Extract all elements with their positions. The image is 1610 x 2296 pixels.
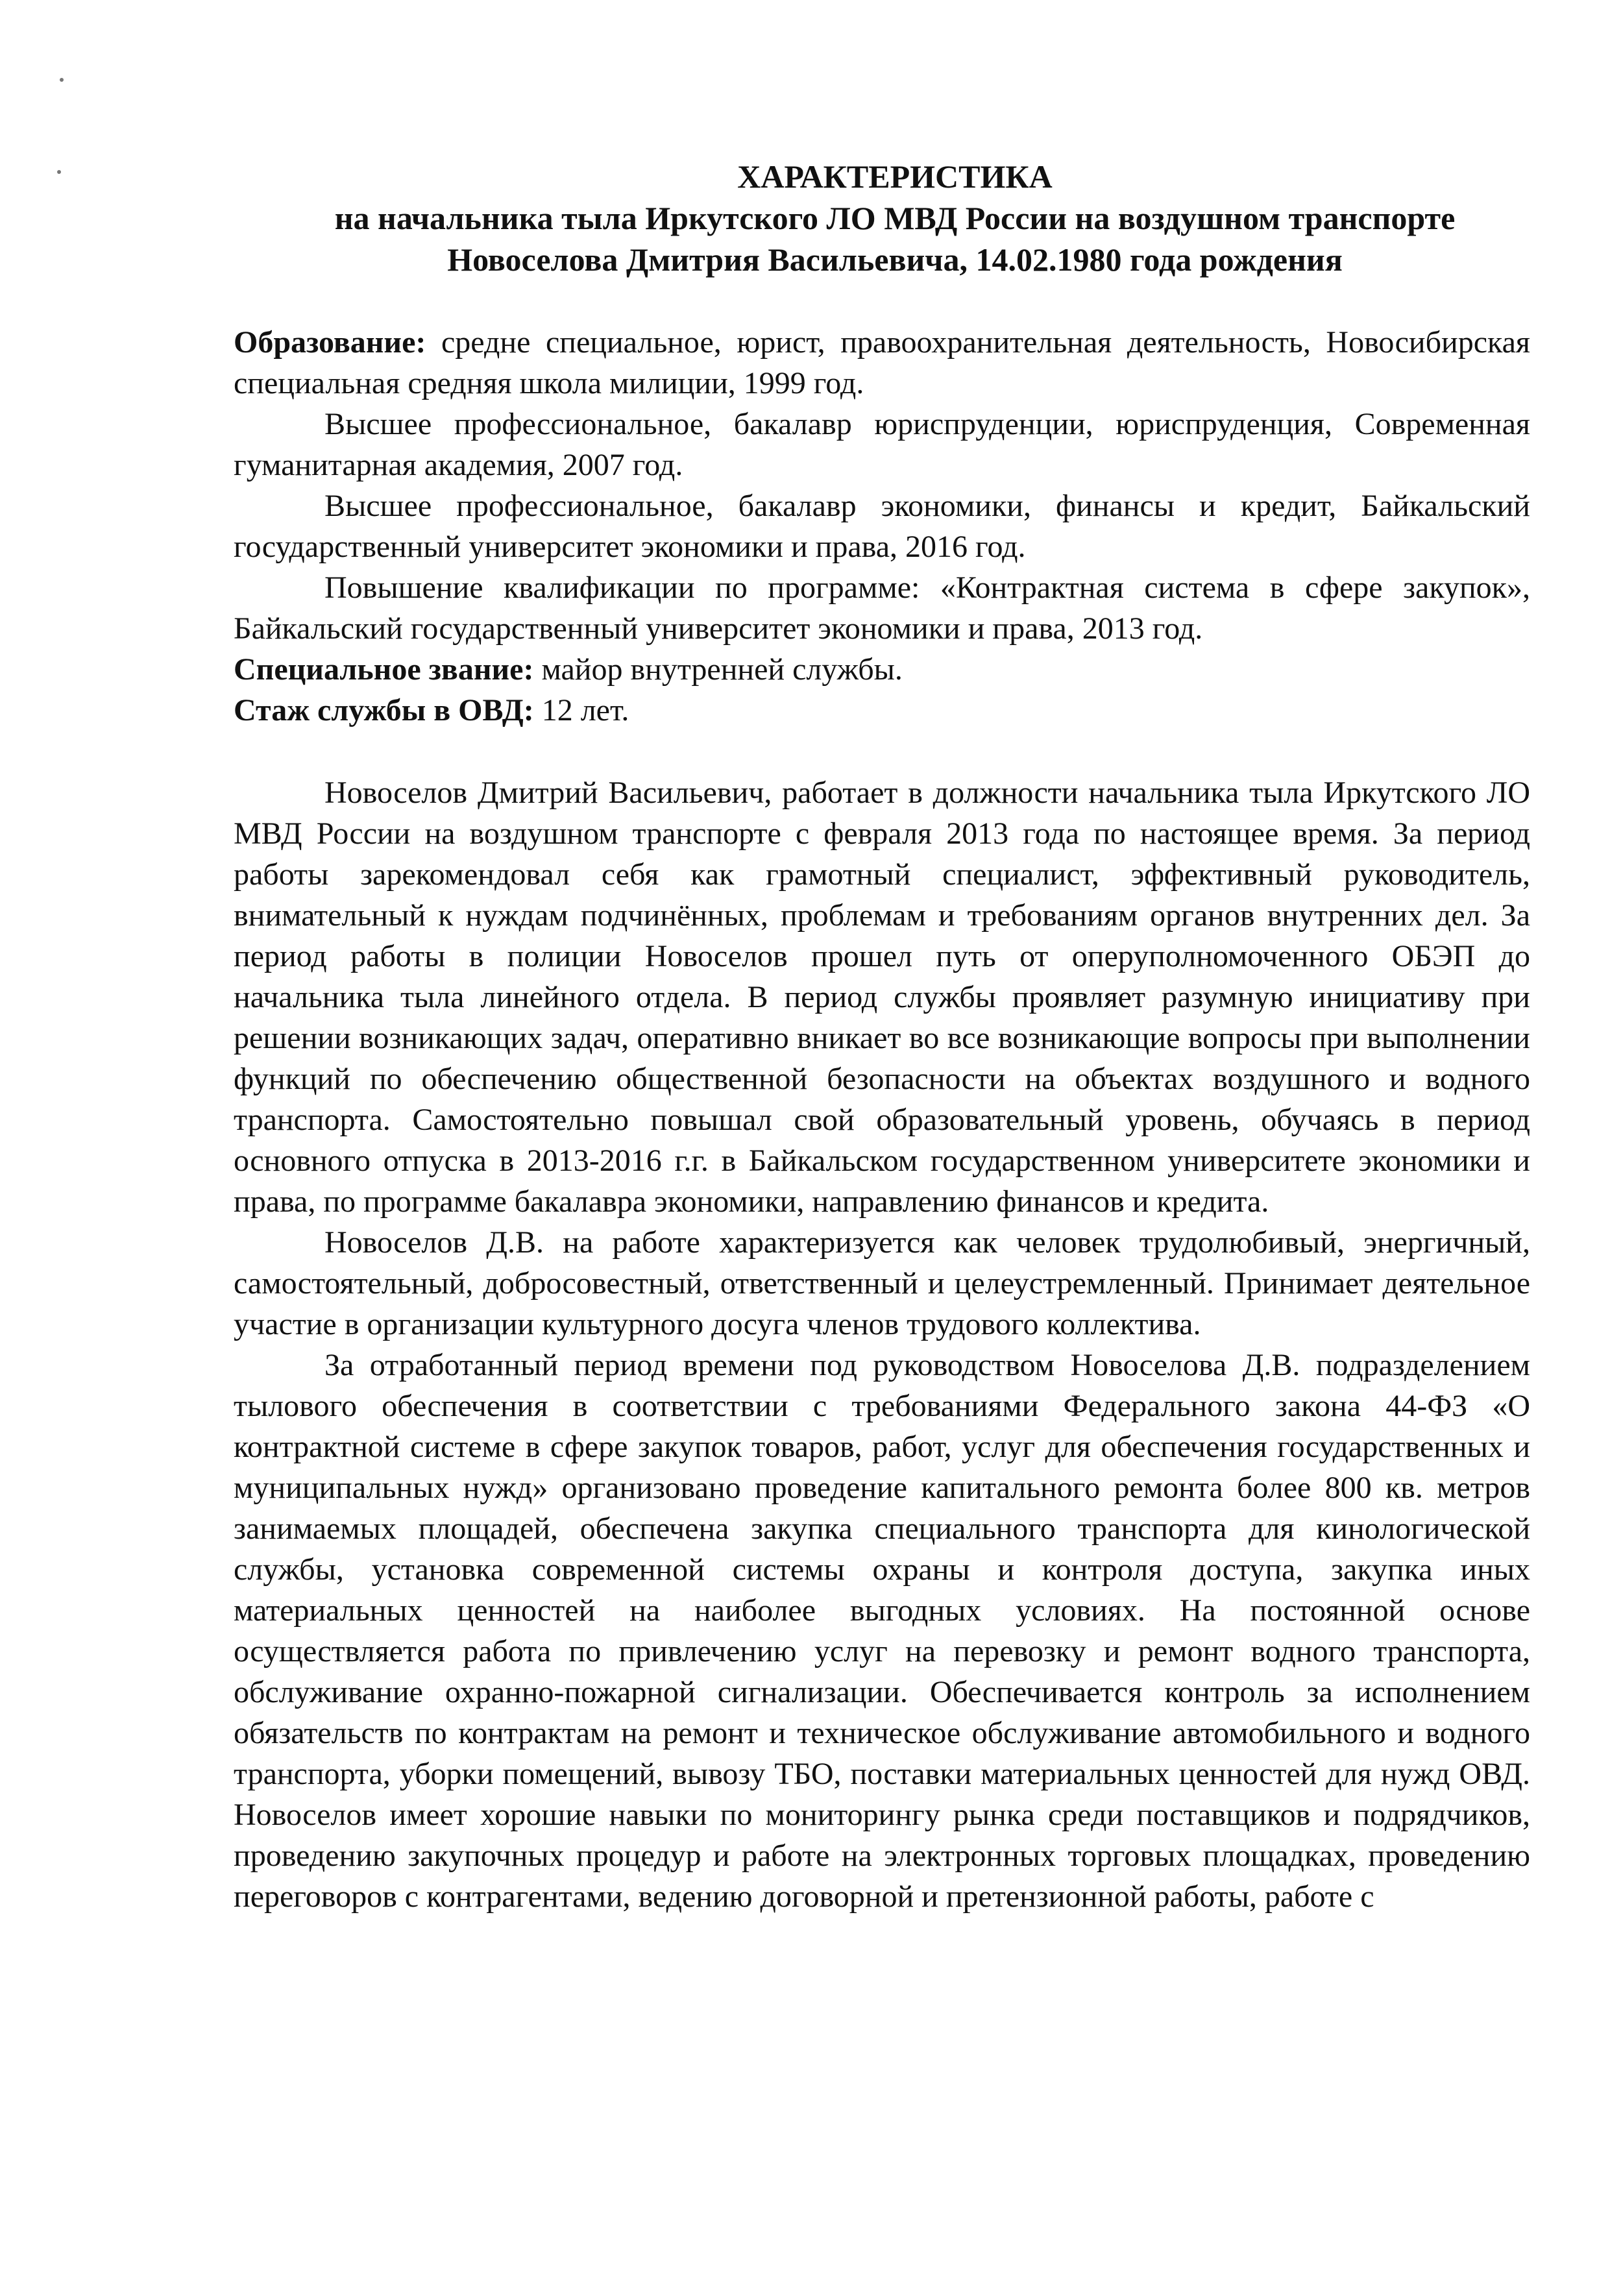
- document-content: [234, 156, 1530, 1917]
- education-item: Высшее профессиональное, бакалавр экономики, финансы и кредит, Байкальский государственный университет экономики и права, 2016 год.: [234, 489, 1530, 564]
- education-text: средне специальное, юрист, правоохранительная деятельность, Новосибирская специальная средняя школа милиции, 1999 год.: [234, 325, 1531, 400]
- document-subtitle-line1: на начальника тыла Иркутского ЛО МВД России на воздушном транспорте: [334, 200, 1456, 236]
- scan-speck: [57, 170, 61, 174]
- document-title: ХАРАКТЕРИСТИКА: [737, 158, 1053, 195]
- spacer: [234, 280, 1530, 322]
- rank-line: [234, 649, 1530, 690]
- rank-value: майор внутренней службы.: [541, 652, 903, 687]
- scan-speck: [60, 78, 64, 82]
- service-line: [234, 690, 1530, 731]
- education-item: Повышение квалификации по программе: «Контрактная система в сфере закупок», Байкальский государственный университет экономики и права, 2013 год.: [234, 570, 1530, 646]
- service-label: Стаж службы в ОВД:: [234, 693, 534, 727]
- service-value: 12 лет.: [541, 693, 629, 727]
- education-item: Высшее профессиональное, бакалавр юриспруденции, юриспруденция, Современная гуманитарная академия, 2007 год.: [234, 407, 1530, 482]
- education-item: [234, 322, 1530, 404]
- spacer: [234, 731, 1530, 772]
- document-subtitle-line2: Новоселова Дмитрия Васильевича, 14.02.1980 года рождения: [447, 241, 1343, 278]
- body-paragraph: За отработанный период времени под руководством Новоселова Д.В. подразделением тылового обеспечения в соответствии с требованиями Федерального закона 44-ФЗ «О контрактной системе в сфере закупок товаров, работ, услуг для обеспечения государственных и муниципальных нужд» организовано проведение капитального ремонта более 800 кв. метров занимаемых площадей, обеспечена закупка специального транспорта для кинологической службы, установка современной системы охраны и контроля доступа, закупка иных материальных ценностей на наиболее выгодных условиях. На постоянной основе осуществляется работа по привлечению услуг на перевозку и ремонт водного транспорта, обслуживание охранно-пожарной сигнализации. Обеспечивается контроль за исполнением обязательств по контрактам на ремонт и техническое обслуживание автомобильного и водного транспорта, уборки помещений, вывозу ТБО, поставки материальных ценностей для нужд ОВД. Новоселов имеет хорошие навыки по мониторингу рынка среди поставщиков и подрядчиков, проведению закупочных процедур и работе на электронных торговых площадках, проведению переговоров с контрагентами, ведению договорной и претензионной работы, работе с: [234, 1348, 1530, 1914]
- rank-label: Специальное звание:: [234, 652, 534, 687]
- body-section: [234, 772, 1530, 1917]
- body-paragraph: Новоселов Дмитрий Васильевич, работает в должности начальника тыла Иркутского ЛО МВД России на воздушном транспорте с февраля 2013 года по настоящее время. За период работы зарекомендовал себя как грамотный специалист, эффективный руководитель, внимательный к нуждам подчинённых, проблемам и требованиям органов внутренних дел. За период работы в полиции Новоселов прошел путь от оперуполномоченного ОБЭП до начальника тыла линейного отдела. В период службы проявляет разумную инициативу при решении возникающих задач, оперативно вникает во все возникающие вопросы при выполнении функций по обеспечению общественной безопасности на объектах воздушного и водного транспорта. Самостоятельно повышал свой образовательный уровень, обучаясь в период основного отпуска в 2013-2016 г.г. в Байкальском государственном университете экономики и права, по программе бакалавра экономики, направлению финансов и кредита.: [234, 776, 1530, 1219]
- body-paragraph: Новоселов Д.В. на работе характеризуется как человек трудолюбивый, энергичный, самостоятельный, добросовестный, ответственный и целеустремленный. Принимает деятельное участие в организации культурного досуга членов трудового коллектива.: [234, 1225, 1530, 1341]
- education-label: Образование:: [234, 325, 426, 360]
- education-section: [234, 322, 1530, 731]
- document-header: [260, 156, 1530, 280]
